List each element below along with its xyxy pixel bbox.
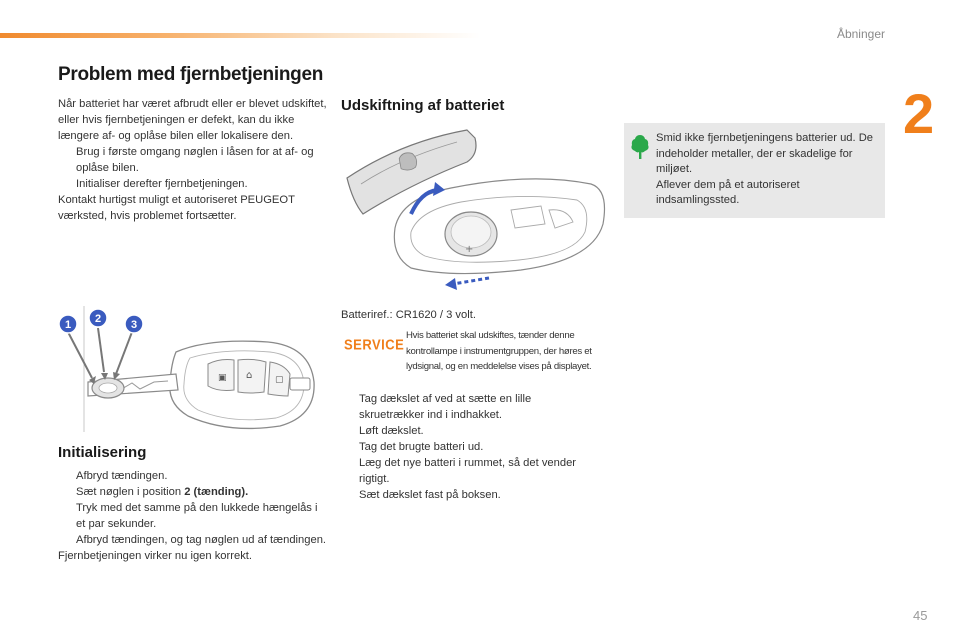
bullet-glyph xyxy=(341,391,359,423)
chapter-number: 2 xyxy=(903,82,935,145)
battery-title: Udskiftning af batteriet xyxy=(341,97,505,114)
battery-step-5: Sæt dækslet fast på boksen. xyxy=(359,489,501,501)
callout-1: 1 xyxy=(64,319,72,331)
intro-bullet-1: Brug i første omgang nøglen i låsen for at af- og oplåse bilen. xyxy=(76,146,314,174)
initialisering-title: Initialisering xyxy=(58,444,147,461)
list-item xyxy=(58,144,328,176)
bullet-glyph xyxy=(341,455,359,487)
bullet-glyph xyxy=(341,423,359,439)
key-fob-illustration xyxy=(58,304,323,434)
bullet-glyph xyxy=(341,487,359,503)
bullet-glyph xyxy=(58,468,76,484)
section-label: Åbninger xyxy=(836,27,885,41)
battery-step-2: Løft dækslet. xyxy=(359,425,424,437)
list-item xyxy=(341,487,581,503)
battery-step-4: Læg det nye batteri i rummet, så det vender rigtigt. xyxy=(359,457,577,485)
tree-icon xyxy=(630,133,650,166)
bullet-glyph xyxy=(58,144,76,176)
header-accent-bar xyxy=(0,33,480,38)
bullet-glyph xyxy=(58,176,76,192)
list-item xyxy=(341,439,581,455)
page-number: 45 xyxy=(913,608,928,623)
intro-section xyxy=(58,96,328,224)
list-item xyxy=(58,468,328,484)
page-title: Problem med fjernbetjeningen xyxy=(58,64,324,85)
list-item xyxy=(341,391,581,423)
svg-text:⌂: ⌂ xyxy=(246,370,253,381)
battery-steps xyxy=(341,391,581,503)
list-item xyxy=(58,176,328,192)
service-warning-text: Hvis batteriet skal udskiftes, tænder denne kontrollampe i instrumentgruppen, der høres et lydsignal, og en meddelelse vises på displayet. xyxy=(406,330,592,372)
service-warning xyxy=(341,328,611,390)
init-step-3: Tryk med det samme på den lukkede hængelås i et par sekunder. xyxy=(76,502,318,530)
eco-note-text-2: Aflever dem på et autoriseret indsamlingssted. xyxy=(656,178,800,206)
svg-text:+: + xyxy=(465,244,474,255)
list-item xyxy=(341,455,581,487)
bullet-glyph xyxy=(58,484,76,500)
battery-step-1: Tag dækslet af ved at sætte en lille skruetrækker ind i indhakket. xyxy=(359,393,532,421)
battery-illustration xyxy=(341,128,611,300)
intro-bullet-2: Initialiser derefter fjernbetjeningen. xyxy=(76,178,248,190)
callout-3: 3 xyxy=(130,319,138,331)
init-footer: Fjernbetjeningen virker nu igen korrekt. xyxy=(58,550,253,562)
battery-ref: Batteriref.: CR1620 / 3 volt. xyxy=(341,309,476,321)
list-item xyxy=(58,484,328,500)
init-step-4: Afbryd tændingen, og tag nøglen ud af tændingen. xyxy=(76,534,327,546)
svg-text:▣: ▣ xyxy=(218,373,227,383)
list-item xyxy=(58,532,328,548)
battery-step-3: Tag det brugte batteri ud. xyxy=(359,441,484,453)
init-step-2-bold: 2 (tænding). xyxy=(184,486,249,498)
initialisering-steps xyxy=(58,468,328,564)
init-step-1: Afbryd tændingen. xyxy=(76,470,168,482)
intro-text: Når batteriet har været afbrudt eller er blevet udskiftet, eller hvis fjernbetjeningen er defekt, kan du ikke længere af- og oplåse bilen eller lokalisere den. xyxy=(58,98,327,142)
bullet-glyph xyxy=(341,439,359,455)
eco-note-text: Smid ikke fjernbetjeningens batterier ud. De indeholder metaller, der er skadelige for miljøet. xyxy=(656,132,874,175)
bullet-glyph xyxy=(58,500,76,532)
intro-footer: Kontakt hurtigst muligt et autoriseret PEUGEOT værksted, hvis problemet fortsætter. xyxy=(58,194,295,222)
callout-2: 2 xyxy=(94,313,102,325)
eco-note xyxy=(624,123,885,218)
init-step-2: Sæt nøglen i position xyxy=(76,486,185,498)
svg-text:▢: ▢ xyxy=(275,375,284,385)
list-item xyxy=(341,423,581,439)
service-warning-icon: SERVICE xyxy=(344,335,405,354)
bullet-glyph xyxy=(58,532,76,548)
list-item xyxy=(58,500,328,532)
